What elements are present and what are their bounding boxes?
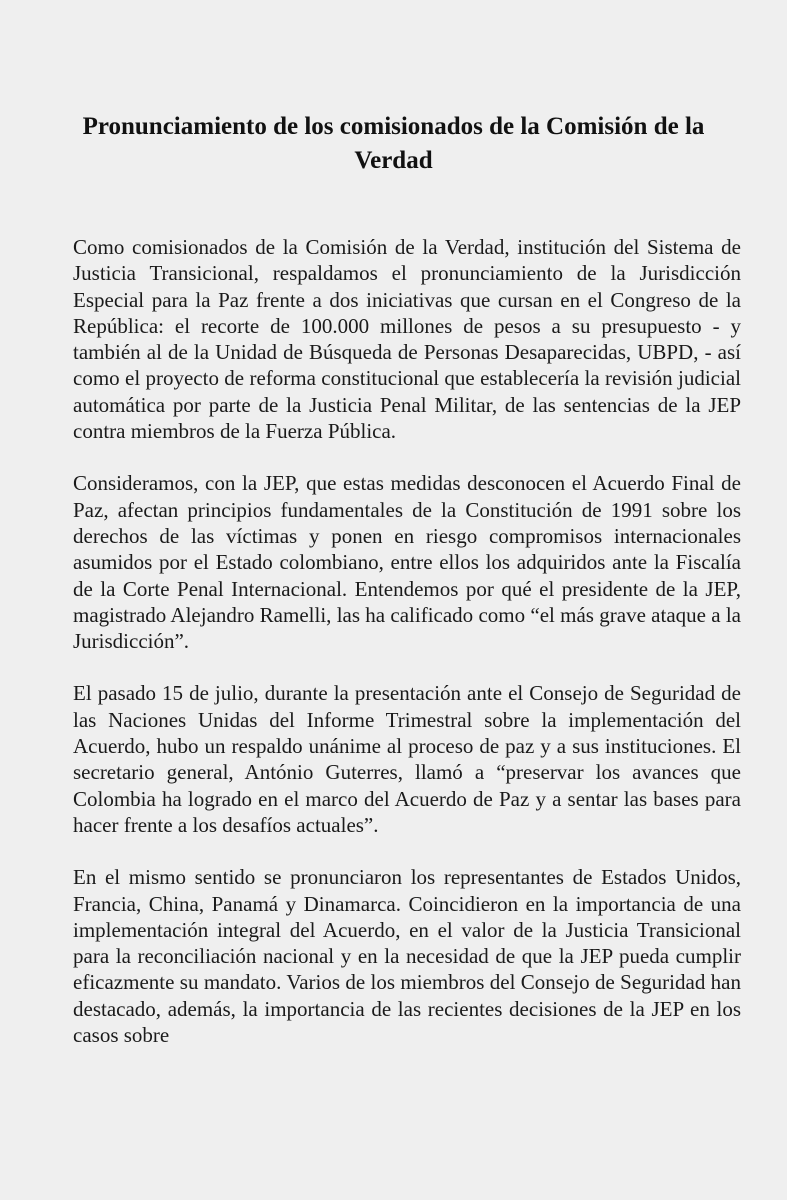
document-title: Pronunciamiento de los comisionados de la Comisión de la Verdad [82, 113, 705, 174]
paragraph-3: El pasado 15 de julio, durante la presentación ante el Consejo de Seguridad de las Naciones Unidas del Informe Trimestral sobre la implementación del Acuerdo, hubo un respaldo unánime al proceso de paz y a sus instituciones. El secretario general, António Guterres, llamó a “preservar los avances que Colombia ha logrado en el marco del Acuerdo de Paz y a sentar las bases para hacer frente a los desafíos actuales”. [73, 681, 741, 837]
paragraph-2: Consideramos, con la JEP, que estas medidas desconocen el Acuerdo Final de Paz, afectan principios fundamentales de la Constitución de 1991 sobre los derechos de las víctimas y ponen en riesgo compromisos internacionales asumidos por el Estado colombiano, entre ellos los adquiridos ante la Fiscalía de la Corte Penal Internacional. Entendemos por qué el presidente de la JEP, magistrado Alejandro Ramelli, las ha calificado como “el más grave ataque a la Jurisdicción”. [73, 471, 741, 654]
paragraph-1: Como comisionados de la Comisión de la Verdad, institución del Sistema de Justicia Transicional, respaldamos el pronunciamiento de la Jurisdicción Especial para la Paz frente a dos iniciativas que cursan en el Congreso de la República: el recorte de 100.000 millones de pesos a su presupuesto - y también al de la Unidad de Búsqueda de Personas Desaparecidas, UBPD, - así como el proyecto de reforma constitucional que establecería la revisión judicial automática por parte de la Justicia Penal Militar, de las sentencias de la JEP contra miembros de la Fuerza Pública. [73, 235, 741, 444]
document-body [73, 234, 741, 1074]
paragraph-4: En el mismo sentido se pronunciaron los representantes de Estados Unidos, Francia, China, Panamá y Dinamarca. Coincidieron en la importancia de una implementación integral del Acuerdo, en el valor de la Justicia Transicional para la reconciliación nacional y en la necesidad de que la JEP pueda cumplir eficazmente su mandato. Varios de los miembros del Consejo de Seguridad han destacado, además, la importancia de las recientes decisiones de la JEP en los casos sobre [73, 865, 741, 1048]
